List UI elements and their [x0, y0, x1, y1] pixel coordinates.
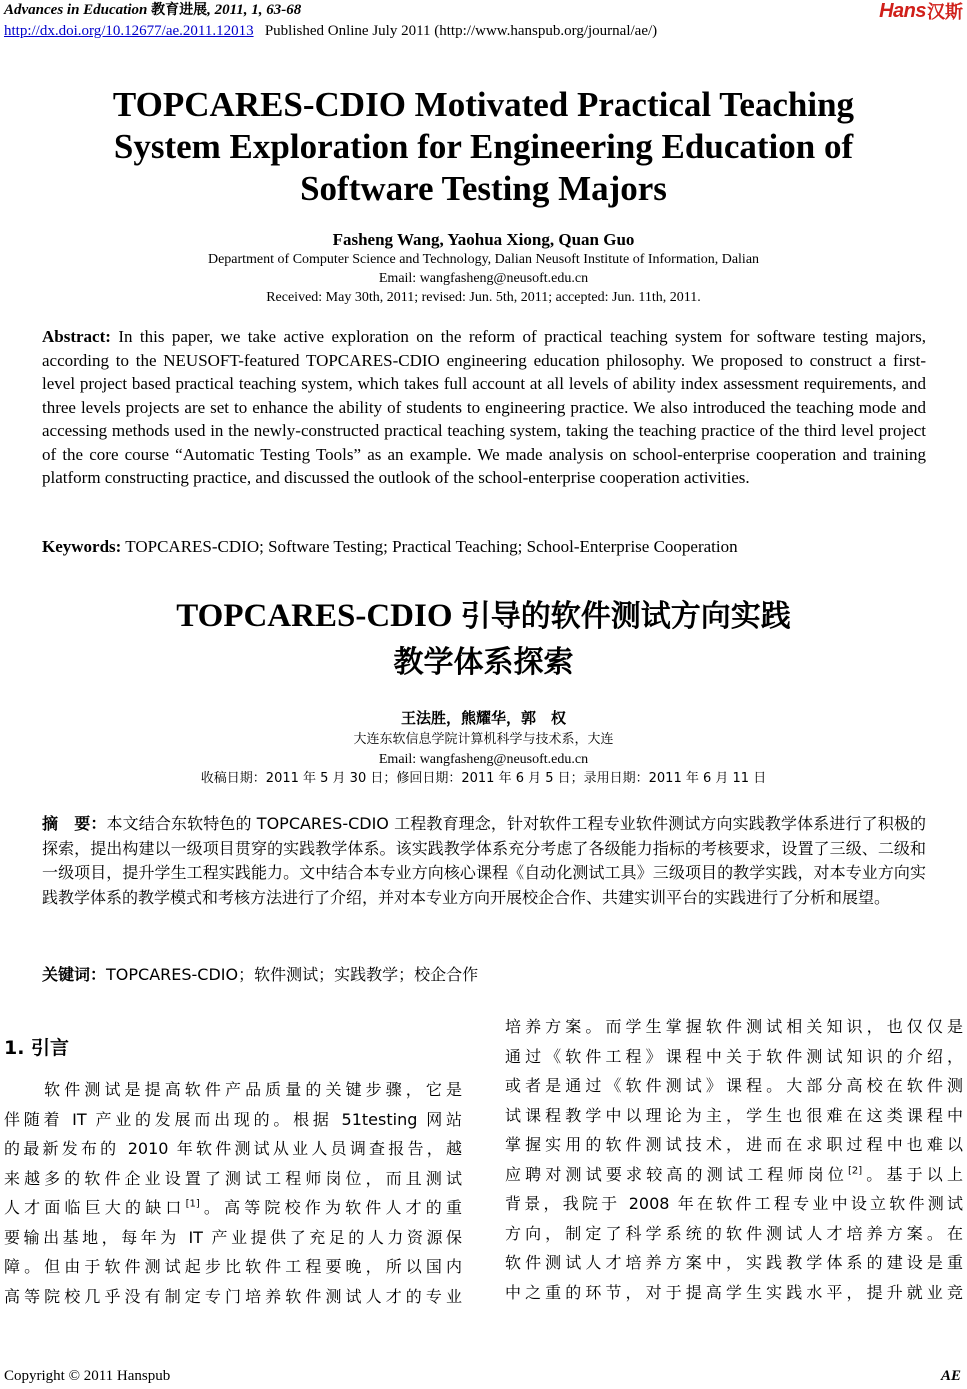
- authors-cn: 王法胜，熊耀华，郭 权: [400, 709, 566, 727]
- abstract-text-cn: 本文结合东软特色的 TOPCARES-CDIO 工程教育理念，针对软件工程专业软件测试方向实践教学体系进行了积极的探索，提出构建以一级项目贯穿的实践教学体系。该实践教学体系充分考虑了各级能力指标的考核要求，设置了三级、二级和一级项目，提升学生工程实践能力。文中结合本专业方向核心课程《自动化测试工具》三级项目的教学实践，对本专业方向实践教学体系的教学模式和考核方法进行了介绍，并对本专业方向开展校企合作、共建实训平台的实践进行了分析和展望。: [42, 814, 926, 907]
- logo-hanzi: 汉斯: [927, 2, 963, 23]
- doi-link[interactable]: http://dx.doi.org/10.12677/ae.2011.12013: [4, 23, 254, 39]
- body-text-line: 培养方案。而学生掌握软件测试相关知识，也仅仅是: [505, 1017, 963, 1036]
- abstract-en: [42, 325, 926, 490]
- title-line: System Exploration for Engineering Education of: [113, 127, 854, 166]
- journal-issue: , 2011, 1, 63-68: [207, 2, 302, 18]
- body-text-line: 障。但由于软件测试起步比软件工程要晚，所以国内: [4, 1257, 462, 1276]
- footer-journal-abbr: AE: [940, 1368, 961, 1384]
- title-cn-line1: 引导的软件测试方向实践: [460, 599, 791, 634]
- affiliation-en: Department of Computer Science and Technology, Dalian Neusoft Institute of Information, Dalian: [207, 252, 760, 267]
- keywords-en: [42, 536, 926, 558]
- logo-latin: Hans: [879, 0, 926, 22]
- paper-title-cn: [0, 592, 967, 641]
- authors-en: Fasheng Wang, Yaohua Xiong, Quan Guo: [332, 230, 635, 249]
- keywords-cn: [42, 963, 926, 987]
- body-text-line: 软件测试是提高软件产品质量的关键步骤，它是: [4, 1080, 462, 1099]
- email-cn: Email: wangfasheng@neusoft.edu.cn: [378, 752, 589, 767]
- paper-title-en: [0, 84, 967, 210]
- keywords-text: TOPCARES-CDIO; Software Testing; Practical Teaching; School-Enterprise Cooperation: [125, 537, 738, 556]
- body-text-line: 伴随着 IT 产业的发展而出现的。根据 51testing 网站: [4, 1109, 462, 1129]
- body-text-line: 应聘对测试要求较高的测试工程师岗位[2]。基于以上: [505, 1164, 963, 1184]
- body-text-line: 高等院校几乎没有制定专门培养软件测试人才的专业: [4, 1286, 462, 1306]
- abstract-cn: [42, 812, 926, 910]
- citation-ref[interactable]: [1]: [185, 1198, 200, 1210]
- email-en: Email: wangfasheng@neusoft.edu.cn: [378, 271, 589, 286]
- body-text-line: 背景，我院于 2008 年在软件工程专业中设立软件测试: [505, 1194, 963, 1213]
- abstract-label: Abstract:: [42, 327, 111, 346]
- title-line: Software Testing Majors: [300, 169, 667, 208]
- body-text-line: 要输出基地，每年为 IT 产业提供了充足的人力资源保: [4, 1227, 462, 1247]
- body-text-line: 的最新发布的 2010 年软件测试从业人员调查报告，越: [4, 1139, 462, 1158]
- body-text-line: 来越多的软件企业设置了测试工程师岗位，而且测试: [4, 1168, 462, 1188]
- received-dates-cn: 收稿日期：2011 年 5 月 30 日；修回日期：2011 年 6 月 5 日；录用日期：2011 年 6 月 11 日: [200, 771, 767, 786]
- journal-name-cn: 教育进展: [151, 2, 208, 18]
- body-text-line: 掌握实用的软件测试技术，进而在求职过程中也难以: [505, 1135, 963, 1154]
- title-cn-line2: 教学体系探索: [393, 645, 574, 680]
- body-text-line: 方向，制定了科学系统的软件测试人才培养方案。在: [505, 1223, 963, 1243]
- footer-copyright: Copyright © 2011 Hanspub: [4, 1368, 171, 1384]
- body-text-line: 软件测试人才培养方案中，实践教学体系的建设是重: [505, 1253, 963, 1272]
- doi-line: [4, 21, 657, 41]
- keywords-text-cn: TOPCARES-CDIO；软件测试；实践教学；校企合作: [106, 965, 479, 984]
- citation-ref[interactable]: [2]: [847, 1165, 863, 1177]
- published-online: Published Online July 2011 (http://www.hanspub.org/journal/ae/): [264, 23, 658, 39]
- received-dates-en: Received: May 30th, 2011; revised: Jun. 5th, 2011; accepted: Jun. 11th, 2011.: [266, 290, 701, 305]
- title-cn-latin: TOPCARES-CDIO: [176, 598, 453, 634]
- body-text-line: 试课程教学中以理论为主，学生也很难在这类课程中: [505, 1105, 963, 1125]
- section-heading: 1. 引言: [4, 1037, 70, 1059]
- hanspub-logo: [879, 0, 963, 22]
- body-text-line: 人才面临巨大的缺口[1]。高等院校作为软件人才的重: [4, 1198, 462, 1217]
- journal-citation: [4, 0, 301, 20]
- body-text-line: 通过《软件工程》课程中关于软件测试知识的介绍，: [505, 1046, 963, 1066]
- body-text-line: 中之重的环节，对于提高学生实践水平，提升就业竞: [505, 1282, 963, 1302]
- title-line: TOPCARES-CDIO Motivated Practical Teaching: [112, 85, 855, 124]
- keywords-label: Keywords:: [42, 537, 122, 556]
- journal-name-en: Advances in Education: [4, 2, 148, 18]
- affiliation-cn: 大连东软信息学院计算机科学与技术系，大连: [353, 732, 614, 747]
- abstract-text: In this paper, we take active exploration on the reform of practical teaching system for software testing majors, according to the NEUSOFT-featured TOPCARES-CDIO engineering education philosophy. We proposed to construct a first-level project based practical teaching system, which takes full account at all levels of ability index assessment requirements, and three levels projects are set to enhance the ability of students to engineering practice. We also introduced the teaching mode and accessing methods used in the newly-constructed practical teaching system, taking the teaching practice of the third level project of the core course “Automatic Testing Tools” as an example. We made analysis on school-enterprise cooperation and training platform constructing practice, and discussed the outlook of the school-enterprise cooperation activities.: [42, 327, 927, 487]
- keywords-label-cn: 关键词：: [42, 965, 107, 984]
- abstract-label-cn: 摘 要：: [42, 814, 107, 833]
- body-text-line: 或者是通过《软件测试》课程。大部分高校在软件测: [505, 1076, 963, 1095]
